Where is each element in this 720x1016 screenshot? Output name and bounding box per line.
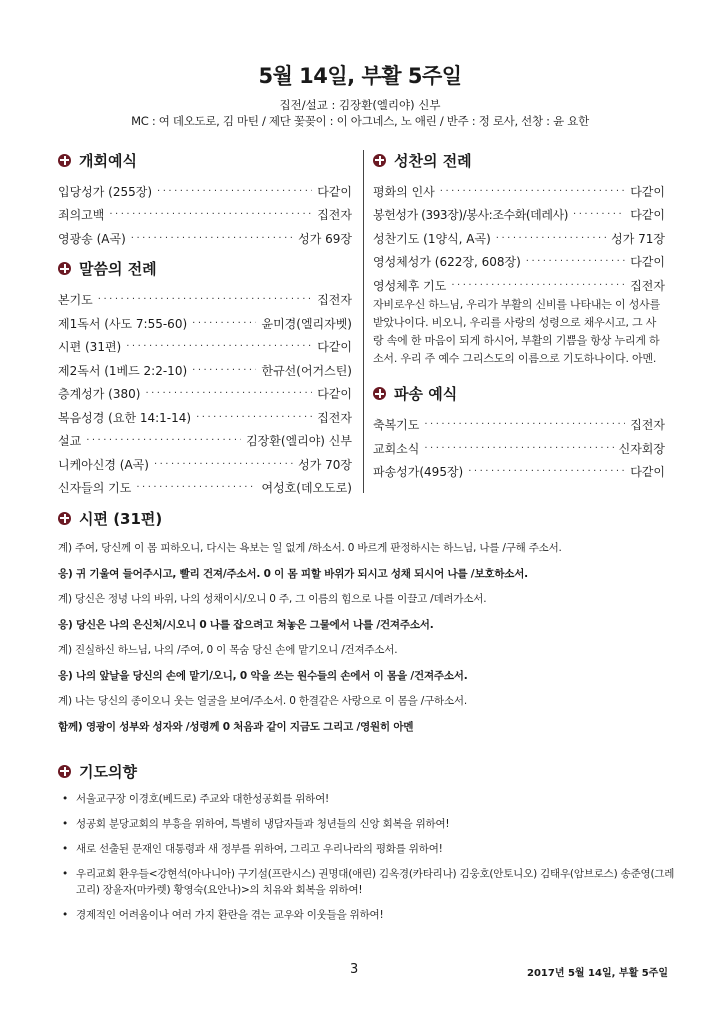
item-value: 한규선(어거스틴) (261, 363, 352, 378)
heading-text: 시편 (31편) (79, 509, 163, 528)
order-item (373, 457, 665, 481)
order-item (58, 449, 352, 473)
item-label: 복음성경 (요한 14:1-14) (58, 410, 192, 425)
dot-leader (131, 231, 293, 247)
item-value: 다같이 (630, 208, 665, 222)
dismissal-heading (373, 382, 665, 406)
item-label: 성찬기도 (1양식, A곡) (373, 231, 491, 246)
dot-leader (192, 316, 256, 332)
psalm-verse: 계) 주여, 당신께 이 몸 피하오니, 다시는 욕보는 일 없게 /하소서. 0 바르게 판정하시는 하느님, 나를 /구해 주소서. (58, 542, 562, 554)
list-item: • 서울교구장 이경호(베드로) 주교와 대한성공회를 위하여! (58, 791, 678, 807)
item-value: 여성호(데오도로) (261, 481, 352, 495)
dot-leader (196, 410, 312, 426)
order-item (58, 308, 352, 332)
order-item (58, 355, 352, 379)
left-column (58, 148, 352, 496)
cross-icon (58, 512, 71, 525)
item-value: 다같이 (317, 184, 352, 199)
item-label: 설교 (58, 434, 82, 448)
item-label: 제1독서 (사도 7:55-60) (58, 316, 188, 331)
list-item: • 새로 선출된 문재인 대통령과 새 정부를 위하여, 그리고 우리나라의 평화를 위하여! (58, 841, 678, 857)
dot-leader (192, 363, 256, 379)
psalm-section (58, 506, 668, 740)
item-label: 시편 (31편) (58, 340, 122, 354)
order-item (58, 379, 352, 403)
item-value: 신자회장 (618, 441, 665, 456)
psalm-verse: 계) 진실하신 하느님, 나의 /주여, 0 이 목숨 당신 손에 맡기오니 /건져주소서. (58, 644, 398, 656)
item-value: 성가 69장 (298, 231, 352, 246)
cross-icon (58, 262, 71, 275)
order-item (373, 200, 665, 224)
order-item (373, 247, 665, 271)
dot-leader (136, 480, 256, 496)
eucharist-heading (373, 148, 665, 172)
heading-text: 기도의향 (79, 762, 137, 781)
item-label: 파송성가(495장) (373, 465, 464, 479)
dot-leader (86, 433, 241, 449)
item-value: 집전자 (317, 410, 352, 425)
item-value: 다같이 (630, 465, 665, 479)
item-label: 층계성가 (380) (58, 387, 141, 401)
psalm-response: 응) 나의 앞날을 당신의 손에 맡기/오니, 0 악을 쓰는 원수들의 손에서 이 몸을 /건져주소서. (58, 669, 468, 682)
item-value: 다같이 (630, 184, 665, 199)
order-item (373, 433, 665, 457)
list-item: • 성공회 분당교회의 부흥을 위하여, 특별히 냉담자들과 청년들의 신앙 회복을 위하여! (58, 816, 678, 832)
item-label: 죄의고백 (58, 208, 105, 222)
order-item (58, 332, 352, 356)
dot-leader (440, 184, 625, 200)
cross-icon (373, 387, 386, 400)
heading-text: 파송 예식 (394, 385, 458, 403)
psalm-response: 응) 귀 기울여 들어주시고, 빨리 건져/주소서. 0 이 몸 피할 바위가 되시고 성채 되시어 나를 /보호하소서. (58, 567, 528, 580)
order-item (373, 176, 665, 200)
dot-leader (154, 457, 293, 473)
order-item (58, 426, 352, 450)
item-label: 신자들의 기도 (58, 481, 132, 495)
item-label: 영광송 (A곡) (58, 231, 126, 246)
dot-leader (157, 184, 312, 200)
right-column (373, 148, 665, 480)
opening-rites-heading (58, 148, 352, 172)
dot-leader (468, 464, 625, 480)
order-item (58, 473, 352, 497)
list-item: • 우리교회 환우들<강현석(아나니아) 구기설(프란시스) 권명대(애린) 김옥경(카타리나) 김웅호(안토니오) 김태우(암브로스) 송준영(그레고리) 장윤자(마카렛) 황영숙(요안나)>의 치유와 회복을 위하여! (58, 866, 678, 898)
item-value: 김장환(엘리야) 신부 (246, 434, 352, 448)
dot-leader (424, 417, 625, 433)
dot-leader (573, 207, 625, 223)
cross-icon (58, 765, 71, 778)
post-communion-prayer-text: 자비로우신 하느님, 우리가 부활의 신비를 나타내는 이 성사를 받았나이다. 비오니, 우리를 사랑의 성령으로 채우시고, 그 사랑 속에 한 마음이 되게 하시어, 부활의 기쁨을 항상 누리게 하소서. 우리 주 예수 그리스도의 이름으로 기도하나이다. 아멘. (373, 297, 661, 365)
heading-text: 개회예식 (79, 151, 137, 170)
order-item (373, 410, 665, 434)
item-label: 본기도 (58, 293, 93, 307)
item-value: 집전자 (317, 208, 352, 222)
dot-leader (496, 231, 606, 247)
item-label: 교회소식 (373, 441, 420, 456)
item-value: 집전자 (630, 418, 665, 432)
psalm-response: 응) 당신은 나의 은신처/시오니 0 나를 잡으려고 쳐놓은 그물에서 나를 /건져주소서. (58, 618, 434, 631)
prayer-intentions-section (58, 759, 678, 932)
item-value: 성가 71장 (611, 231, 665, 246)
order-item (58, 285, 352, 309)
heading-text: 말씀의 전례 (79, 260, 157, 278)
order-item (58, 402, 352, 426)
psalm-doxology: 함께) 영광이 성부와 성자와 /성령께 0 처음과 같이 지금도 그리고 /영원히 아멘 (58, 720, 414, 733)
item-value: 집전자 (630, 278, 665, 293)
item-label: 축복기도 (373, 418, 420, 432)
order-item (373, 223, 665, 247)
item-label: 니케아신경 (A곡) (58, 457, 149, 472)
column-divider (363, 150, 364, 493)
order-item (373, 270, 665, 294)
dot-leader (98, 292, 312, 308)
item-value: 다같이 (630, 255, 665, 269)
dot-leader (451, 278, 625, 294)
dot-leader (109, 207, 312, 223)
dot-leader (126, 339, 312, 355)
cross-icon (58, 154, 71, 167)
item-value: 집전자 (317, 293, 352, 307)
celebrant-line: 집전/설교 : 김장환(엘리야) 신부 (279, 98, 441, 112)
order-item (58, 200, 352, 224)
item-label: 봉헌성가 (393장)/봉사:조수화(데레사) (373, 208, 569, 222)
order-item (58, 223, 352, 247)
order-item (58, 176, 352, 200)
psalm-verse: 계) 당신은 정녕 나의 바위, 나의 성채이시/오니 0 주, 그 이름의 힘으로 나를 이끌고 /데려가소서. (58, 593, 487, 605)
prayer-intentions-heading (58, 759, 678, 783)
page-title: 5월 14일, 부활 5주일 (258, 64, 462, 88)
item-value: 다같이 (317, 387, 352, 401)
list-item: • 경제적인 어려움이나 여러 가지 환란을 겪는 교우와 이웃들을 위하여! (58, 907, 678, 923)
prayer-list (58, 791, 678, 923)
psalm-heading (58, 506, 668, 530)
dot-leader (526, 254, 625, 270)
item-value: 다같이 (317, 340, 352, 354)
ministers-line: MC : 여 데오도로, 김 마틴 / 제단 꽃꽂이 : 이 아그네스, 노 애린 / 반주 : 정 로사, 선창 : 윤 요한 (131, 114, 589, 128)
item-label: 영성체성가 (622장, 608장) (373, 255, 521, 269)
heading-text: 성찬의 전례 (394, 151, 472, 170)
page-number: 3 (350, 962, 359, 977)
dot-leader (424, 441, 613, 457)
item-label: 입당성가 (255장) (58, 184, 153, 199)
liturgy-of-word-heading (58, 257, 352, 281)
item-value: 윤미경(엘리자벳) (261, 316, 352, 331)
psalm-verse: 계) 나는 당신의 종이오니 웃는 얼굴을 보여/주소서. 0 한결같은 사랑으로 이 몸을 /구하소서. (58, 695, 467, 707)
item-label: 평화의 인사 (373, 184, 435, 199)
dot-leader (145, 386, 312, 402)
item-value: 성가 70장 (298, 457, 352, 472)
item-label: 영성체후 기도 (373, 278, 447, 293)
cross-icon (373, 154, 386, 167)
item-label: 제2독서 (1베드 2:2-10) (58, 363, 188, 378)
footer-date: 2017년 5월 14일, 부활 5주일 (526, 968, 668, 979)
